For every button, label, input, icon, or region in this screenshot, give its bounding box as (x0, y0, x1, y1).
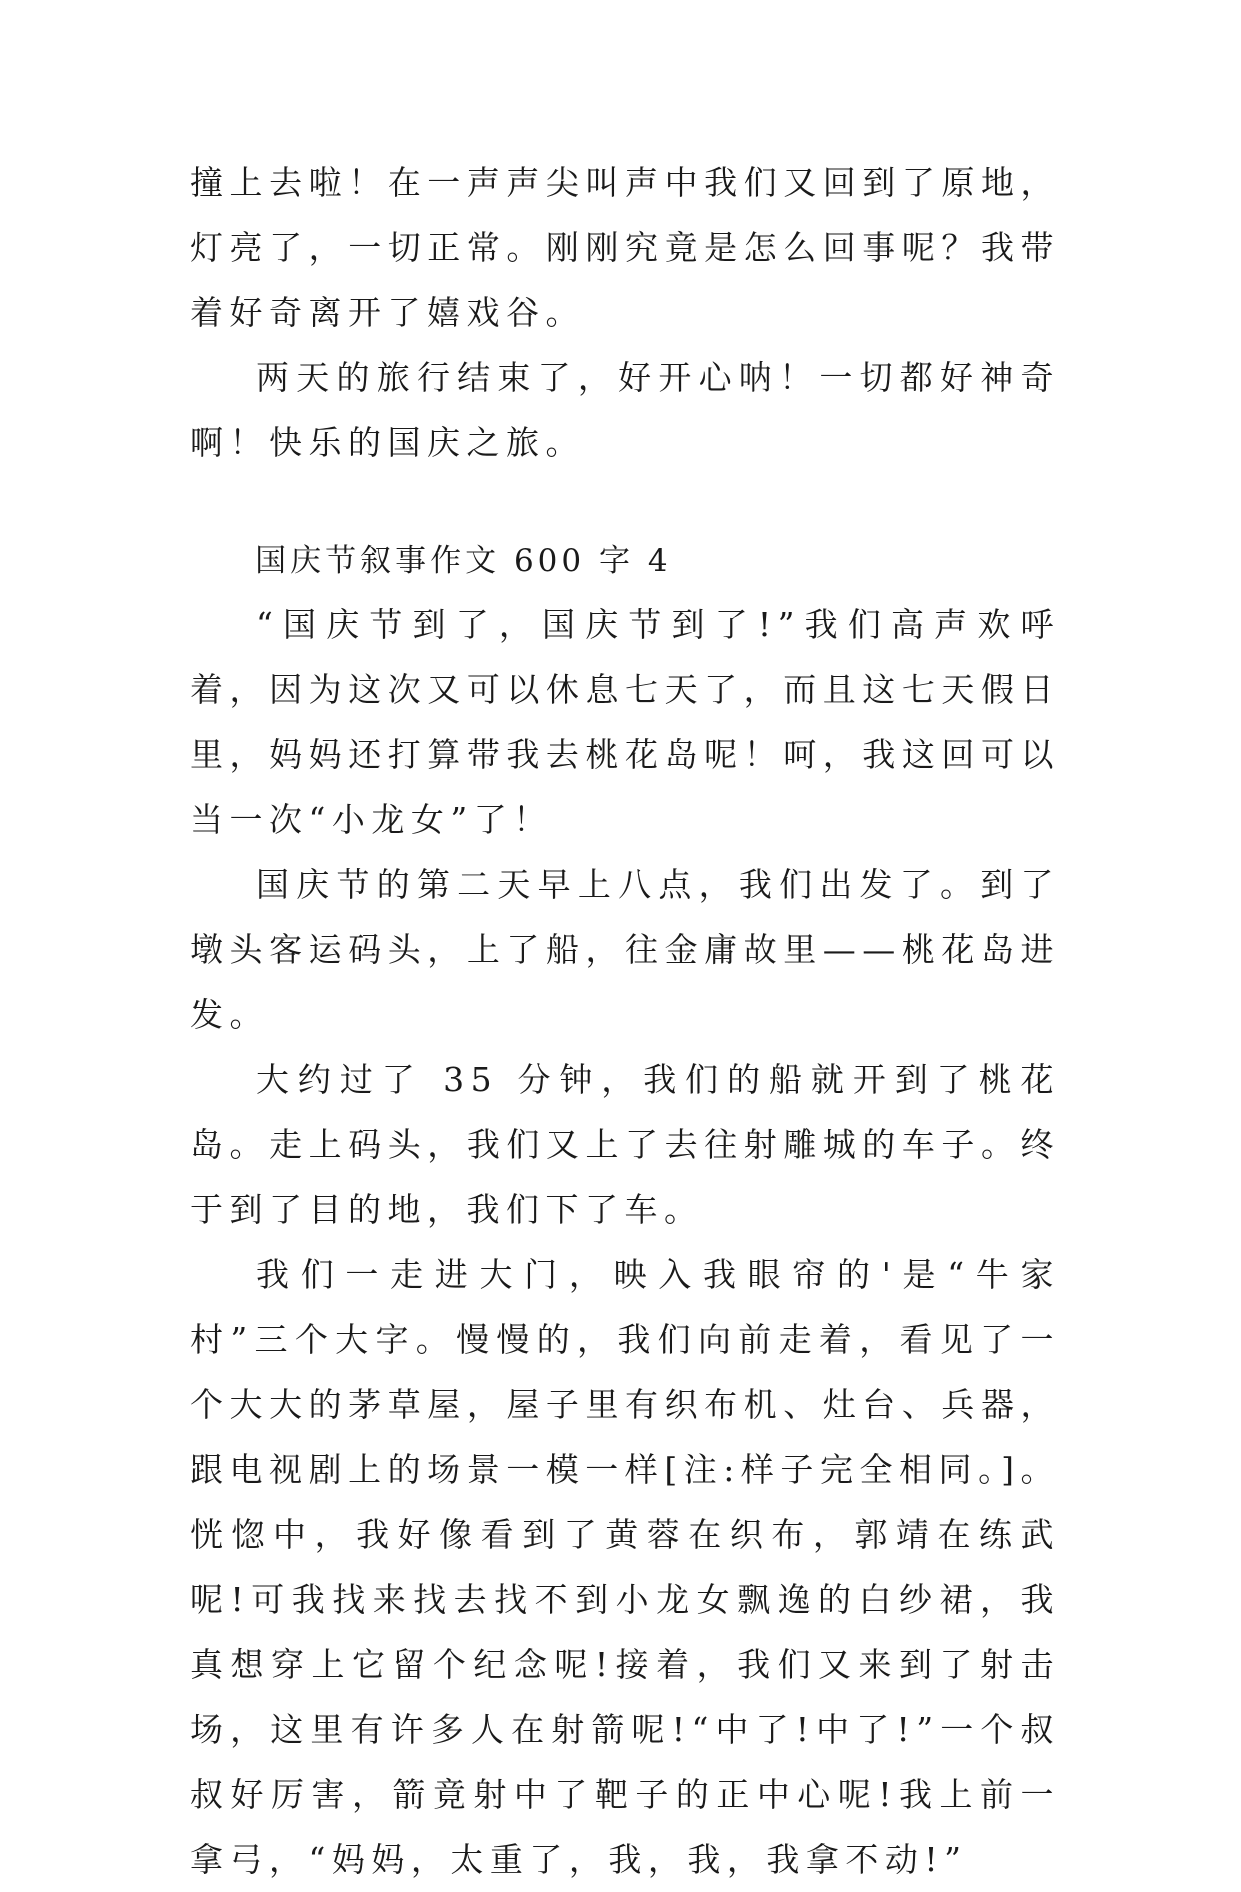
paragraph: 两天的旅行结束了，好开心呐！一切都好神奇啊！快乐的国庆之旅。 (190, 358, 1060, 462)
paragraph-continued: 撞上去啦！在一声声尖叫声中我们又回到了原地，灯亮了，一切正常。刚刚究竟是怎么回事呢？我带着好奇离开了嬉戏谷。 (190, 163, 1060, 332)
section-title: 国庆节叙事作文 600 字 4 (255, 543, 672, 579)
paragraph: 国庆节的第二天早上八点，我们出发了。到了墩头客运码头，上了船，往金庸故里——桃花岛进发。 (190, 865, 1060, 1034)
paragraph: 我们一走进大门，映入我眼帘的'是“牛家村”三个大字。慢慢的，我们向前走着，看见了一个大大的茅草屋，屋子里有织布机、灶台、兵器，跟电视剧上的场景一模一样[注:样子完全相同。]。恍惚中，我好像看到了黄蓉在织布，郭靖在练武呢!可我找来找去找不到小龙女飘逸的白纱裙，我真想穿上它留个纪念呢!接着，我们又来到了射击场，这里有许多人在射箭呢!“中了!中了!”一个叔叔好厉害，箭竟射中了靶子的正中心呢!我上前一拿弓，“妈妈，太重了，我，我，我拿不动!” (190, 1255, 1060, 1879)
paragraph: “国庆节到了，国庆节到了!”我们高声欢呼着，因为这次又可以休息七天了，而且这七天假日里，妈妈还打算带我去桃花岛呢！呵，我这回可以当一次“小龙女”了！ (190, 605, 1060, 839)
section-spacer (190, 475, 1060, 530)
paragraph: 大约过了 35 分钟，我们的船就开到了桃花岛。走上码头，我们又上了去往射雕城的车子。终于到了目的地，我们下了车。 (190, 1060, 1060, 1229)
document-page (190, 150, 1060, 1892)
